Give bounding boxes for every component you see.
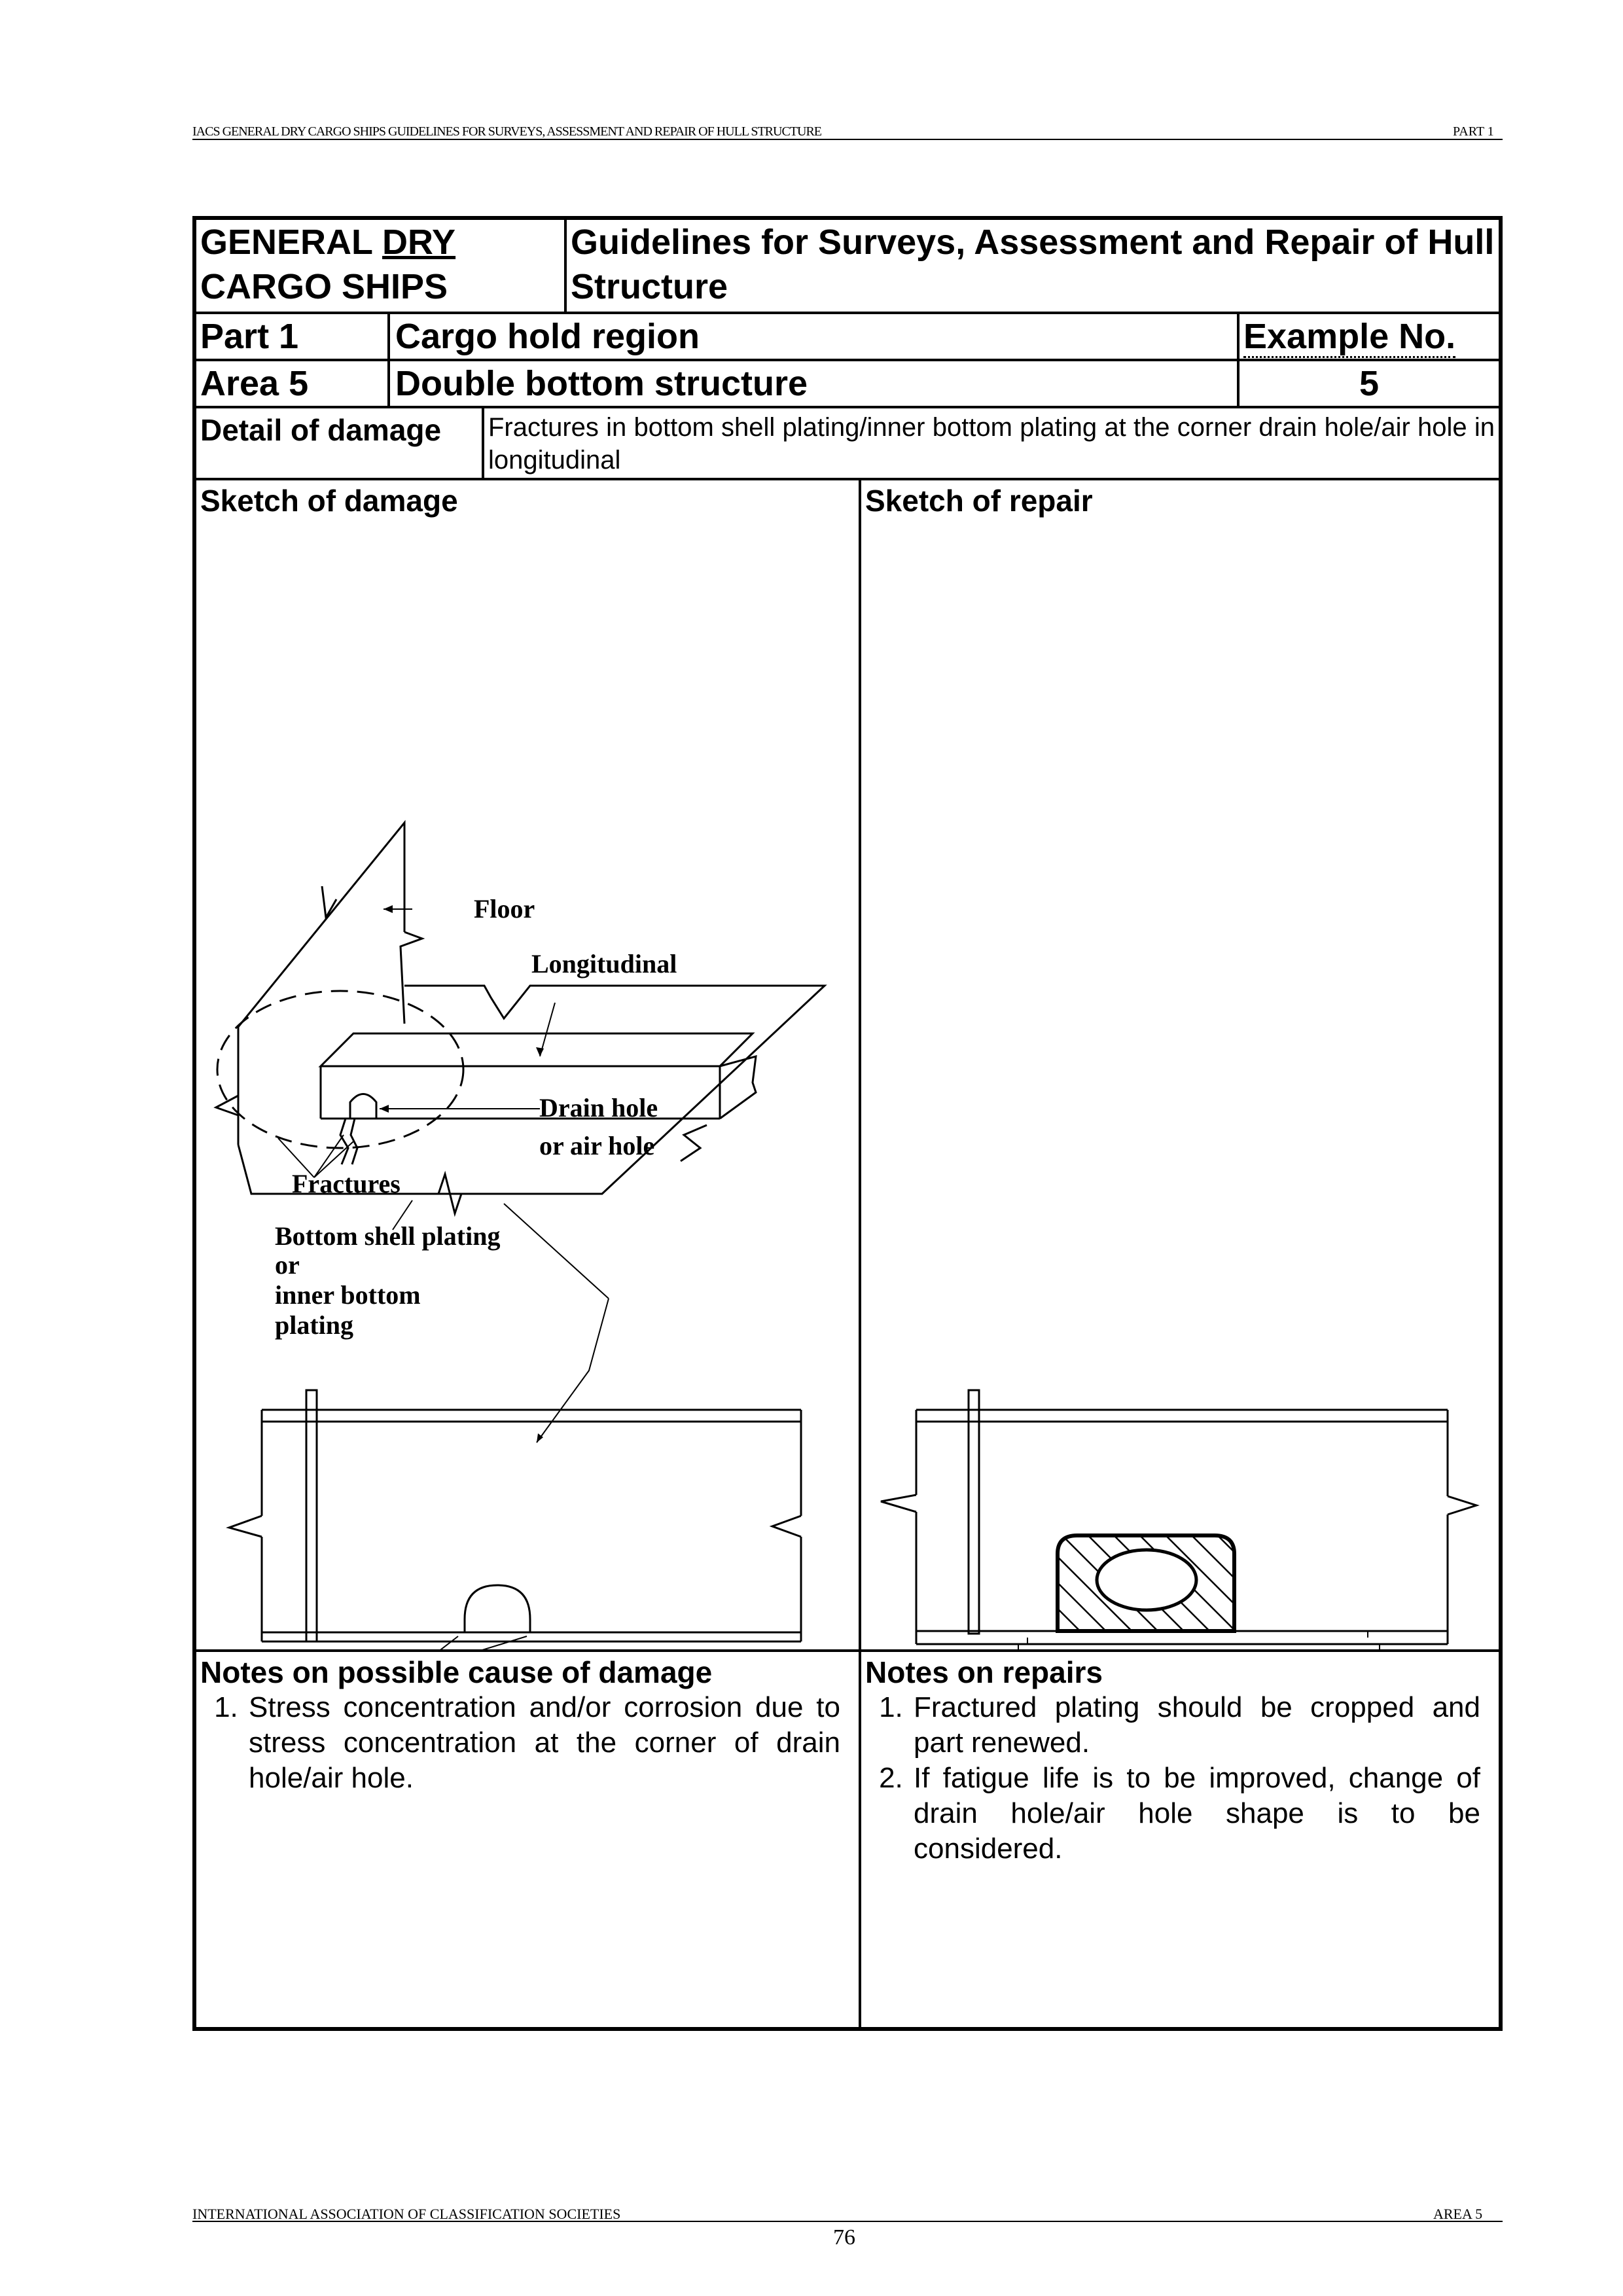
detail-label: Detail of damage	[196, 408, 484, 480]
footer-organization: INTERNATIONAL ASSOCIATION OF CLASSIFICATION SOCIETIES	[192, 2206, 621, 2222]
notes-repair-item-1: 1. Fractured plating should be cropped and part renewed.	[911, 1690, 1480, 1761]
part-label: Part 1	[196, 314, 390, 361]
label-bottom-shell-4: plating	[275, 1310, 354, 1340]
notes-cause-item-1: 1. Stress concentration and/or corrosion due to stress concentration at the corner of drain hole/air hole.	[246, 1690, 840, 1796]
ship-type-line2: CARGO SHIPS	[200, 267, 448, 306]
running-header-title: IACS GENERAL DRY CARGO SHIPS GUIDELINES FOR SURVEYS, ASSESSMENT AND REPAIR OF HULL STRUCTURE	[192, 124, 821, 139]
detail-text: Fractures in bottom shell plating/inner bottom plating at the corner drain hole/air hole in longitudinal	[484, 408, 1499, 480]
guideline-title: Guidelines for Surveys, Assessment and Repair of Hull Structure	[567, 220, 1499, 314]
area-label: Area 5	[196, 361, 390, 408]
area-value: Double bottom structure	[390, 361, 1240, 408]
header-rule	[192, 139, 1503, 140]
example-label: Example No.	[1243, 317, 1455, 358]
notes-repair-item-2: 2. If fatigue life is to be improved, change of drain hole/air hole shape is to be considered.	[911, 1761, 1480, 1867]
sketch-damage-cell	[196, 480, 861, 1652]
sketch-repair-label: Sketch of repair	[865, 484, 1093, 518]
sketch-repair-cell	[861, 480, 1499, 1652]
notes-cause-cell	[196, 1652, 861, 2027]
label-bottom-shell-1: Bottom shell plating	[275, 1221, 501, 1251]
label-bottom-shell-2: or	[275, 1250, 300, 1280]
label-longitudinal: Longitudinal	[531, 949, 677, 978]
ship-type-word-dry: DRY	[382, 223, 456, 262]
repair-example-form	[192, 216, 1503, 2031]
footer-rule	[192, 2221, 1503, 2222]
label-floor: Floor	[474, 894, 535, 924]
repair-elevation-sketch	[861, 480, 1496, 1649]
part-value: Cargo hold region	[390, 314, 1240, 361]
notes-cause-list	[200, 1690, 840, 1796]
footer-area: AREA 5	[1433, 2206, 1483, 2222]
label-bottom-shell-3: inner bottom	[275, 1280, 421, 1310]
example-label-cell	[1240, 314, 1499, 361]
ship-type-cell	[196, 220, 567, 314]
notes-cause-label: Notes on possible cause of damage	[200, 1655, 713, 1689]
ship-type-word-general: GENERAL	[200, 223, 383, 262]
label-drain-hole-2: or air hole	[539, 1131, 655, 1160]
notes-repair-cell	[861, 1652, 1499, 2027]
page-number: 76	[833, 2225, 855, 2250]
running-header-part: PART 1	[1453, 124, 1494, 139]
label-drain-hole-1: Drain hole	[539, 1093, 658, 1122]
sketch-damage-label: Sketch of damage	[200, 484, 458, 518]
label-fractures-top: Fractures	[292, 1169, 401, 1198]
notes-repair-label: Notes on repairs	[865, 1655, 1103, 1689]
notes-repair-list	[865, 1690, 1480, 1867]
damage-isometric-sketch	[196, 480, 857, 1649]
example-number: 5	[1240, 361, 1499, 408]
